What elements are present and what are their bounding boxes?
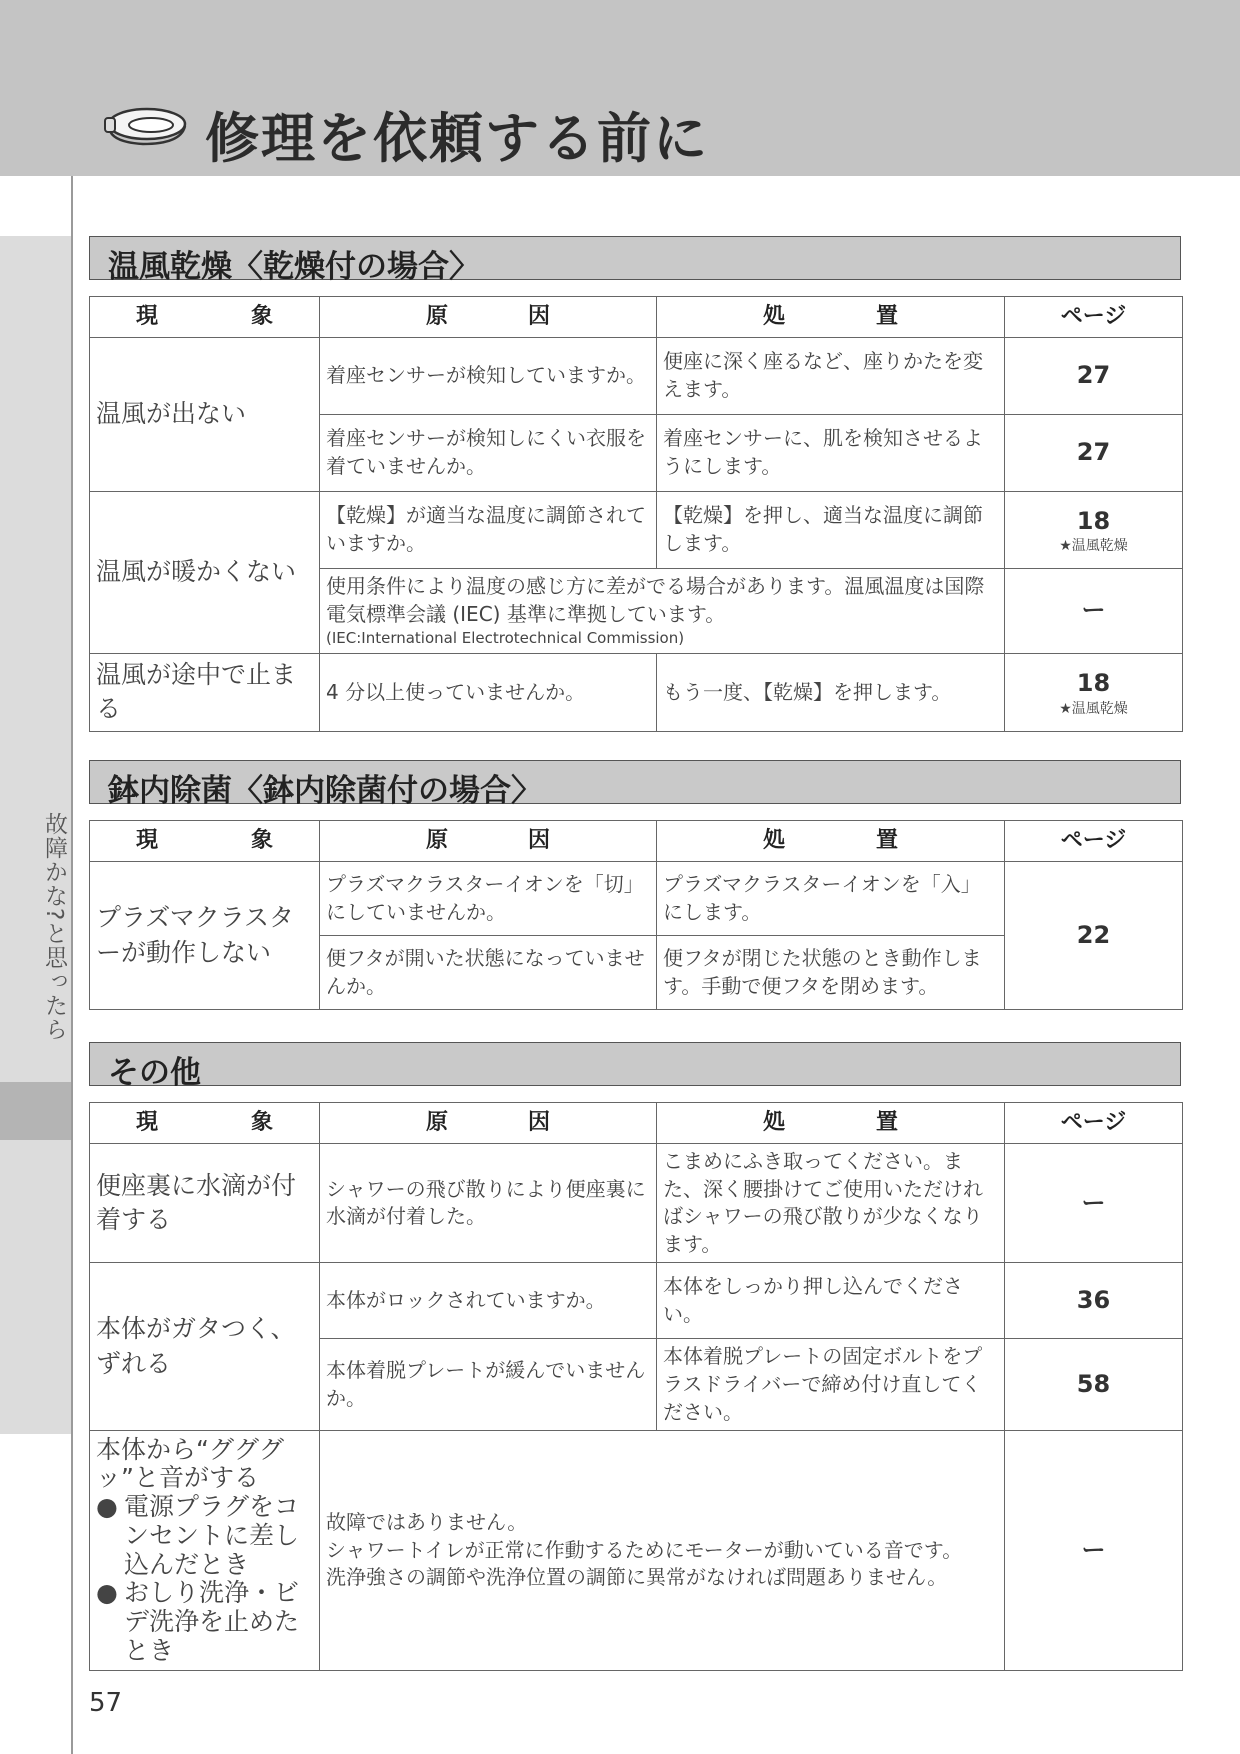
page-ref: ー	[1005, 1431, 1183, 1671]
note-subtext: (IEC:International Electrotechnical Commission)	[326, 629, 685, 648]
header-cause: 原 因	[320, 1103, 657, 1144]
toilet-seat-icon	[103, 104, 187, 150]
page-ref: 36	[1005, 1263, 1183, 1339]
page-ref: 27	[1005, 415, 1183, 492]
header-action: 処 置	[657, 821, 1005, 862]
table-row	[90, 338, 1183, 415]
symptom-text: 本体から“グググッ”と音がする	[96, 1434, 284, 1493]
header-page: ページ	[1005, 1103, 1183, 1144]
cause-cell: 4 分以上使っていませんか。	[320, 653, 657, 731]
page-ref: ー	[1005, 1144, 1183, 1263]
page-ref: 27	[1005, 338, 1183, 415]
cause-cell: シャワーの飛び散りにより便座裏に水滴が付着した。	[320, 1144, 657, 1263]
troubleshooting-table	[89, 820, 1183, 1010]
merged-note-cell	[320, 1431, 1005, 1671]
section-title: その他	[108, 1055, 201, 1091]
list-item: ● 電源プラグをコンセントに差し込んだとき	[96, 1492, 300, 1579]
symptom-cell: 温風が暖かくない	[90, 492, 320, 654]
page-number: 57	[89, 1688, 123, 1718]
margin-rule	[71, 176, 73, 1754]
note-text: 使用条件により温度の感じ方に差がでる場合があります。温風温度は国際電気標準会議 (IEC) 基準に準拠しています。	[326, 574, 985, 626]
action-cell: 本体着脱プレートの固定ボルトをプラスドライバーで締め付け直してください。	[657, 1339, 1005, 1431]
action-cell: 着座センサーに、肌を検知させるようにします。	[657, 415, 1005, 492]
troubleshooting-table	[89, 1102, 1183, 1671]
side-tab-label: 故障かな?と思ったら	[41, 812, 67, 1042]
section-header	[89, 1042, 1181, 1091]
table-row	[90, 653, 1183, 731]
cause-cell: 便フタが開いた状態になっていませんか。	[320, 936, 657, 1010]
table-row	[90, 1263, 1183, 1339]
table-row	[90, 862, 1183, 936]
table-header-row	[90, 1103, 1183, 1144]
action-cell: もう一度、【乾燥】を押します。	[657, 653, 1005, 731]
header-cause: 原 因	[320, 297, 657, 338]
action-cell: プラズマクラスターイオンを「入」にします。	[657, 862, 1005, 936]
page-ref: 58	[1005, 1339, 1183, 1431]
header-symptom: 現 象	[90, 821, 320, 862]
page-note: ★温風乾燥	[1059, 538, 1128, 555]
page-ref: 22	[1005, 862, 1183, 1010]
table-row	[90, 1144, 1183, 1263]
cause-cell: 【乾燥】が適当な温度に調節されていますか。	[320, 492, 657, 569]
symptom-cell: 温風が途中で止まる	[90, 653, 320, 731]
action-cell: 便フタが閉じた状態のとき動作します。手動で便フタを閉めます。	[657, 936, 1005, 1010]
cause-cell: プラズマクラスターイオンを「切」にしていませんか。	[320, 862, 657, 936]
page-ref: ー	[1005, 569, 1183, 654]
header-action: 処 置	[657, 1103, 1005, 1144]
side-tab-marker	[0, 1082, 71, 1140]
page-title: 修理を依頼する前に	[205, 107, 709, 170]
page-ref: 18 ★温風乾燥	[1005, 492, 1183, 569]
symptom-cell: プラズマクラスターが動作しない	[90, 862, 320, 1010]
note-line: シャワートイレが正常に作動するためにモーターが動いている音です。	[326, 1537, 963, 1562]
symptom-cell: 本体がガタつく、ずれる	[90, 1263, 320, 1431]
table-header-row	[90, 821, 1183, 862]
note-line: 故障ではありません。	[326, 1510, 528, 1535]
table-row	[90, 1431, 1183, 1671]
cause-cell: 本体がロックされていますか。	[320, 1263, 657, 1339]
section-title: 温風乾燥〈乾燥付の場合〉	[108, 249, 480, 285]
header-page: ページ	[1005, 821, 1183, 862]
section-header	[89, 760, 1181, 809]
section-title: 鉢内除菌〈鉢内除菌付の場合〉	[108, 773, 542, 809]
header-symptom: 現 象	[90, 1103, 320, 1144]
cause-cell: 着座センサーが検知しにくい衣服を着ていませんか。	[320, 415, 657, 492]
bullet-icon: ●	[96, 1578, 118, 1608]
list-item: ● おしり洗浄・ビデ洗浄を止めたとき	[96, 1578, 300, 1665]
symptom-cell	[90, 1431, 320, 1671]
troubleshooting-table	[89, 296, 1183, 732]
action-cell: こまめにふき取ってください。また、深く腰掛けてご使用いただければシャワーの飛び散りが少なくなります。	[657, 1144, 1005, 1263]
action-cell: 本体をしっかり押し込んでください。	[657, 1263, 1005, 1339]
section-header	[89, 236, 1181, 285]
table-header-row	[90, 297, 1183, 338]
page-note: ★温風乾燥	[1059, 700, 1128, 717]
action-cell: 【乾燥】を押し、適当な温度に調節します。	[657, 492, 1005, 569]
symptom-bullets	[96, 1493, 313, 1666]
header-cause: 原 因	[320, 821, 657, 862]
symptom-cell: 温風が出ない	[90, 338, 320, 492]
merged-note-cell	[320, 569, 1005, 654]
header-page: ページ	[1005, 297, 1183, 338]
cause-cell: 本体着脱プレートが緩んでいませんか。	[320, 1339, 657, 1431]
action-cell: 便座に深く座るなど、座りかたを変えます。	[657, 338, 1005, 415]
bullet-icon: ●	[96, 1492, 118, 1522]
page-ref: 18 ★温風乾燥	[1005, 653, 1183, 731]
table-row	[90, 492, 1183, 569]
header-symptom: 現 象	[90, 297, 320, 338]
header-action: 処 置	[657, 297, 1005, 338]
symptom-cell: 便座裏に水滴が付着する	[90, 1144, 320, 1263]
cause-cell: 着座センサーが検知していますか。	[320, 338, 657, 415]
note-line: 洗浄強さの調節や洗浄位置の調節に異常がなければ問題ありません。	[326, 1565, 948, 1590]
